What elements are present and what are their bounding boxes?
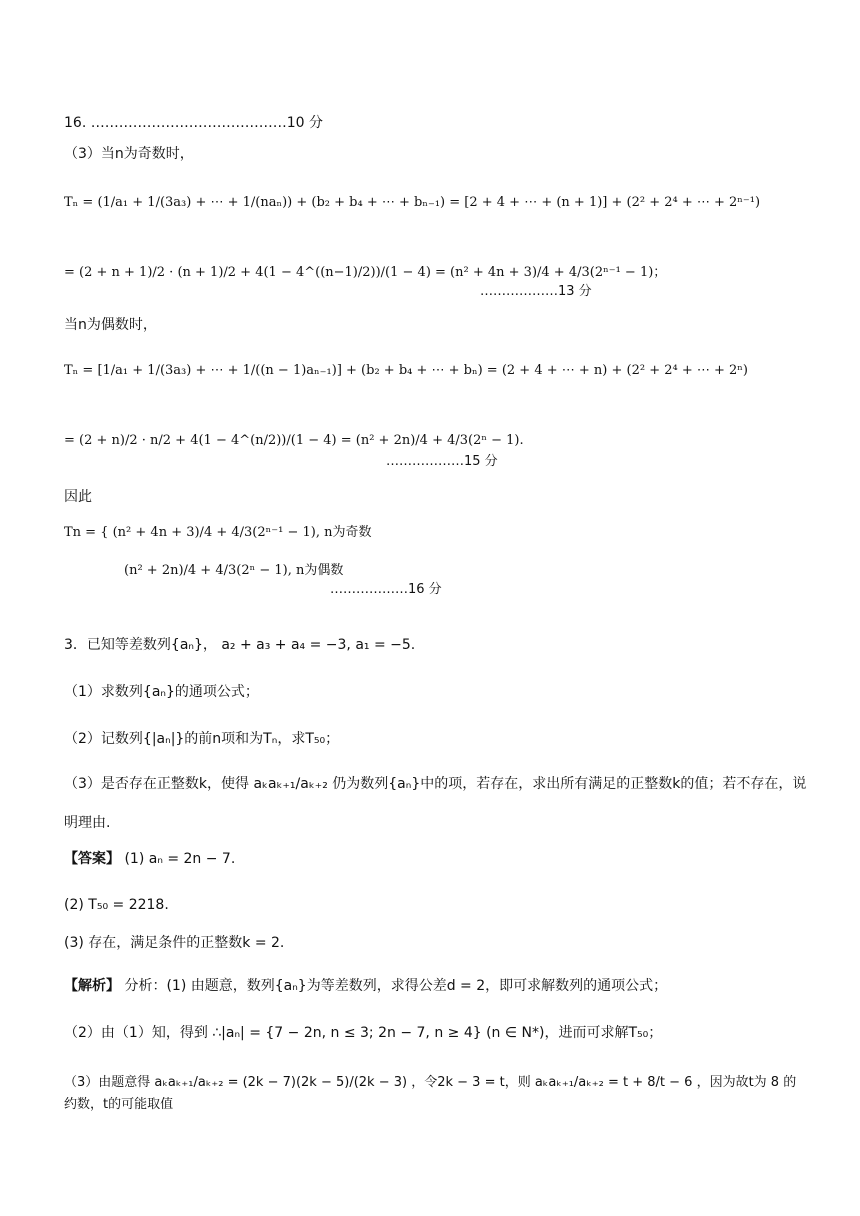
case-odd-heading: （3）当n为奇数时， [64, 146, 194, 162]
question-3-part1: （1）求数列{aₙ}的通项公式； [64, 684, 259, 700]
formula-even-1: Tₙ = [1/a₁ + 1/(3a₃) + ⋯ + 1/((n − 1)aₙ₋₁)] + (b₂ + b₄ + ⋯ + bₙ) = (2 + 4 + ⋯ + n) + (2² + 2⁴ + ⋯ + 2ⁿ) [64, 363, 748, 378]
question-3-part2: （2）记数列{|aₙ|}的前n项和为Tₙ，求T₅₀； [64, 731, 340, 747]
question-3-part3: （3）是否存在正整数k，使得 aₖaₖ₊₁/aₖ₊₂ 仍为数列{aₙ}中的项，若存在，求出所有满足的正整数k的值；若不存在，说 [64, 776, 807, 792]
analysis-row-1 [64, 975, 804, 997]
formula-even-2: = (2 + n)/2 · n/2 + 4(1 − 4^(n/2))/(1 − 4) = (n² + 2n)/4 + 4/3(2ⁿ − 1). [64, 433, 524, 448]
score-15: ………………15 分 [386, 454, 498, 469]
answer-row-1 [64, 848, 804, 870]
tn-piecewise-case1: Tn = { (n² + 4n + 3)/4 + 4/3(2ⁿ⁻¹ − 1), n为奇数 [64, 525, 372, 540]
answer-1: (1) aₙ = 2n − 7. [124, 851, 236, 867]
case-even-heading: 当n为偶数时， [64, 317, 157, 333]
answer-2: (2) T₅₀ = 2218. [64, 897, 169, 913]
analysis-2: （2）由（1）知，得到 ∴|aₙ| = {7 − 2n, n ≤ 3; 2n − 7, n ≥ 4} (n ∈ N*)，进而可求解T₅₀； [64, 1025, 663, 1041]
item-16-score-line: 16. ……………………………………10 分 [64, 115, 323, 131]
score-16: ………………16 分 [330, 582, 442, 597]
formula-odd-2: = (2 + n + 1)/2 · (n + 1)/2 + 4(1 − 4^((n−1)/2))/(1 − 4) = (n² + 4n + 3)/4 + 4/3(2ⁿ⁻¹ − 1)； [64, 265, 667, 280]
answer-label: 【答案】 [64, 851, 120, 867]
tn-piecewise-case2: (n² + 2n)/4 + 4/3(2ⁿ − 1), n为偶数 [124, 563, 344, 578]
analysis-3: （3）由题意得 aₖaₖ₊₁/aₖ₊₂ = (2k − 7)(2k − 5)/(2k − 3) ，令2k − 3 = t，则 aₖaₖ₊₁/aₖ₊₂ = t + 8/t − 6 ，因为故t为 8 的约数，t的可能取值 [64, 1075, 797, 1112]
answer-3: (3) 存在，满足条件的正整数k = 2. [64, 935, 285, 951]
question-3-part3-cont: 明理由. [64, 815, 111, 831]
score-13: ………………13 分 [480, 284, 592, 299]
analysis-label: 【解析】 [64, 978, 120, 994]
formula-odd-1: Tₙ = (1/a₁ + 1/(3a₃) + ⋯ + 1/(naₙ)) + (b₂ + b₄ + ⋯ + bₙ₋₁) = [2 + 4 + ⋯ + (n + 1)] + (2² + 2⁴ + ⋯ + 2ⁿ⁻¹) [64, 195, 761, 210]
question-3-stem: 3．已知等差数列{aₙ}， a₂ + a₃ + a₄ = −3, a₁ = −5. [64, 637, 416, 653]
therefore-label: 因此 [64, 489, 92, 505]
analysis-1: 分析：(1) 由题意，数列{aₙ}为等差数列，求得公差d = 2，即可求解数列的通项公式； [124, 978, 668, 994]
